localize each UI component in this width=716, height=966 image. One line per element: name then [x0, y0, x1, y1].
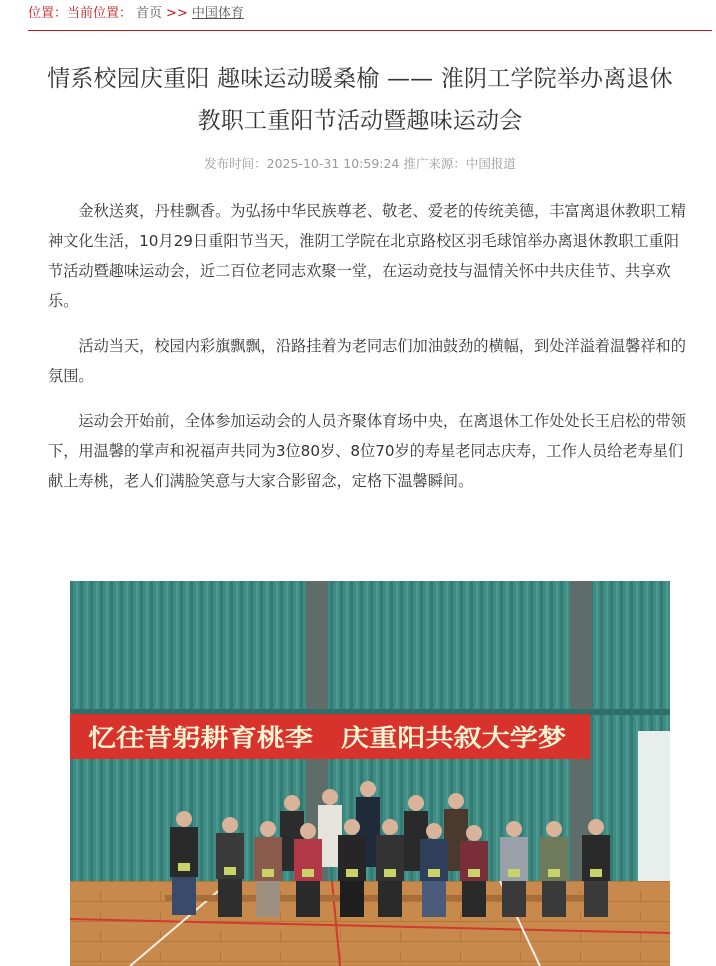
group-photo-illustration [70, 581, 670, 966]
article-paragraph: 运动会开始前，全体参加运动会的人员齐聚体育场中央，在离退休工作处处长王启松的带领下，用温馨的掌声和祝福声共同为3位80岁、8位70岁的寿星老同志庆寿，工作人员给老寿星们献上寿桃，老人们满脸笑意与大家合影留念，定格下温馨瞬间。 [48, 412, 686, 490]
breadcrumb-home-link[interactable]: 首页 [136, 6, 163, 21]
article-paragraph: 活动当天，校园内彩旗飘飘，沿路挂着为老同志们加油鼓劲的横幅，到处洋溢着温馨祥和的氛围。 [48, 337, 686, 385]
breadcrumb-location-label: 位置：当前位置： [28, 6, 133, 21]
banner-text: 忆往昔躬耕育桃李 庆重阳共叙大学梦 [88, 723, 566, 752]
article-photo [70, 581, 670, 966]
article-body [48, 196, 694, 511]
gym-floor [70, 881, 670, 966]
breadcrumb-current-link[interactable]: 中国体育 [191, 6, 244, 21]
breadcrumb-separator: >> [166, 6, 188, 21]
gym-window [638, 731, 670, 881]
article-title: 情系校园庆重阳 趣味运动暖桑榆 —— 淮阴工学院举办离退休教职工重阳节活动暨趣味运动会 [47, 66, 673, 134]
article-meta: 发布时间：2025-10-31 10:59:24 推广来源：中国报道 [204, 156, 516, 171]
article-paragraph: 金秋送爽，丹桂飘香。为弘扬中华民族尊老、敬老、爱老的传统美德，丰富离退休教职工精神文化生活，10月29日重阳节当天，淮阴工学院在北京路校区羽毛球馆举办离退休教职工重阳节活动暨趣味运动会，近二百位老同志欢聚一堂，在运动竞技与温情关怀中共庆佳节、共享欢乐。 [48, 202, 686, 310]
breadcrumb [28, 0, 712, 31]
